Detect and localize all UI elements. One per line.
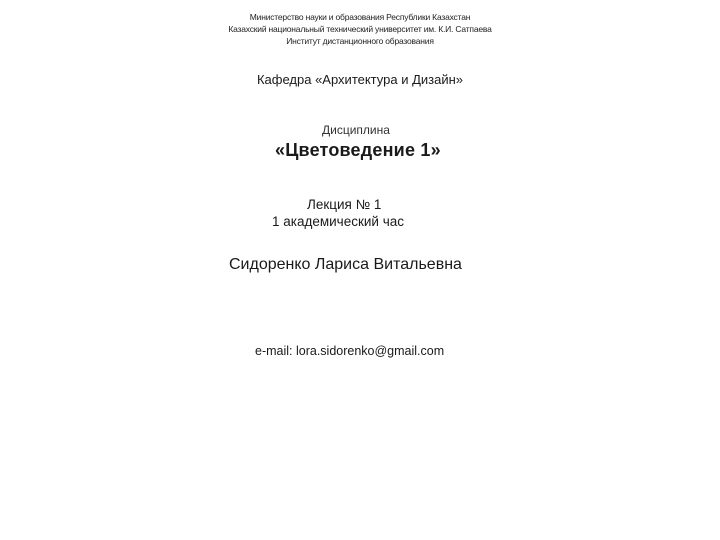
institute-line: Институт дистанционного образования — [286, 36, 434, 46]
discipline-title: «Цветоведение 1» — [275, 140, 441, 160]
university-line: Казахский национальный технический университет им. К.И. Сатпаева — [228, 24, 492, 34]
author-email: e-mail: lora.sidorenko@gmail.com — [255, 344, 445, 358]
lecture-number: Лекция № 1 — [307, 197, 382, 212]
ministry-line: Министерство науки и образования Республики Казахстан — [249, 12, 471, 22]
lecture-hours: 1 академический час — [272, 214, 405, 229]
department-name: Кафедра «Архитектура и Дизайн» — [256, 72, 464, 87]
discipline-label: Дисциплина — [322, 123, 390, 137]
author-name: Сидоренко Лариса Витальевна — [229, 256, 462, 273]
